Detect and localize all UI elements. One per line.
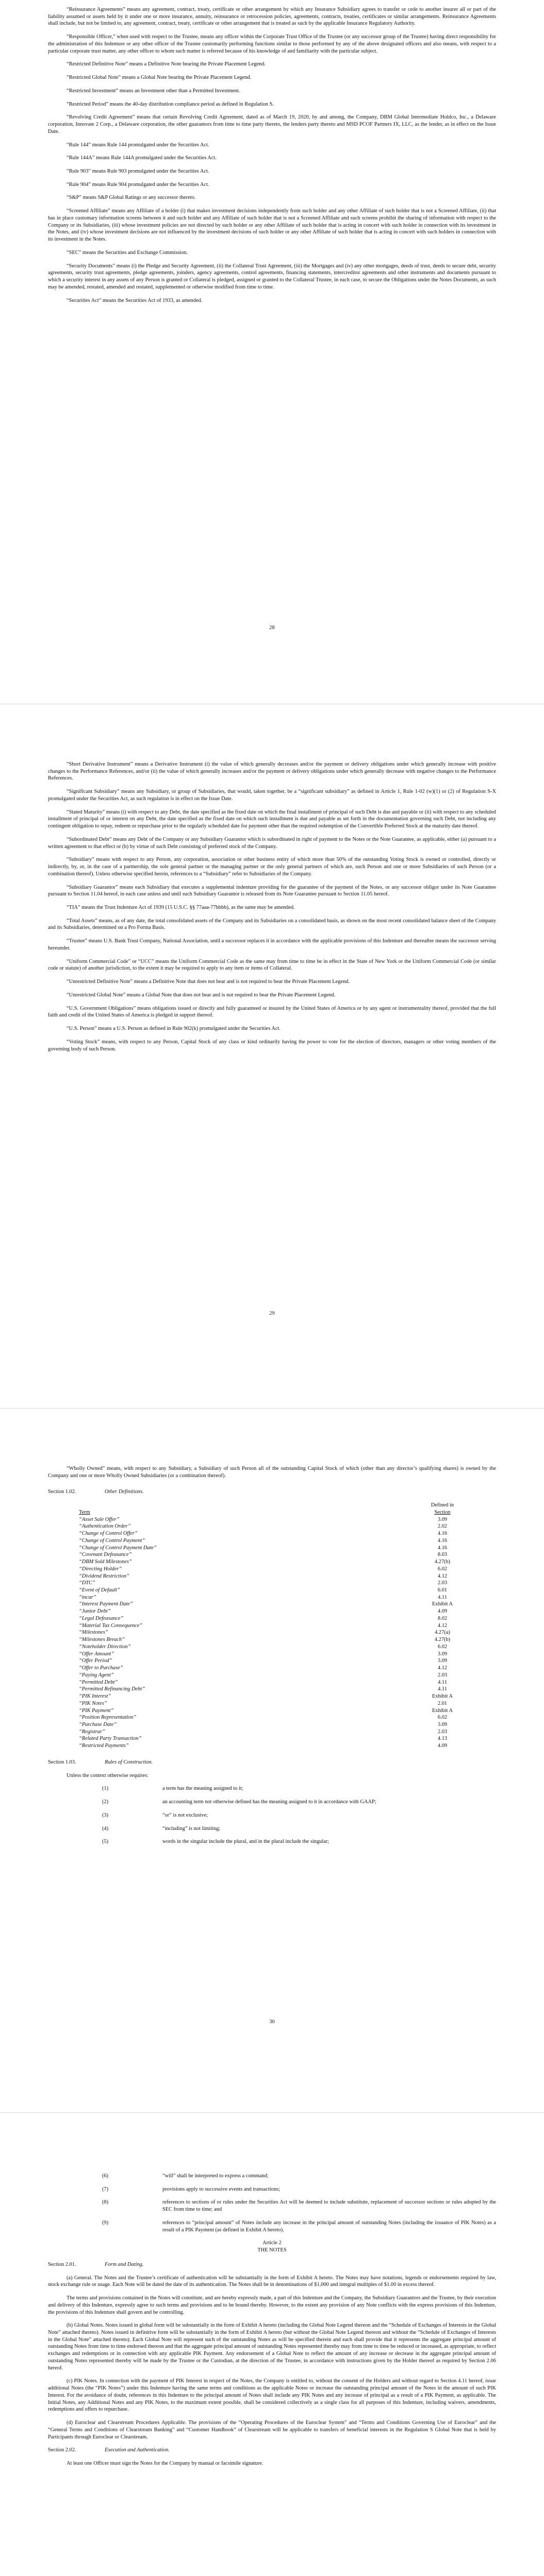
- rule-text: references to “principal amount” of Notes include any increase in the principal amount of outstanding Notes (including the issuance of PIK Notes) as a result of a PIK Payment (as defined in Exhibit A hereto).: [162, 2219, 496, 2233]
- document-page-31: [0, 2113, 544, 2576]
- definition-table-row: [79, 1594, 476, 1601]
- defined-term: “Event of Default”: [79, 1587, 120, 1594]
- defined-term: “Junior Debt”: [79, 1608, 111, 1615]
- rule-item: [48, 2219, 496, 2233]
- rule-item: [48, 1812, 496, 1819]
- defined-term: “DBM Sold Milestones”: [79, 1559, 132, 1565]
- definition-table-row: [79, 1580, 476, 1587]
- defined-term: “Change of Control Offer”: [79, 1531, 138, 1537]
- definition-us-person: “U.S. Person” means a U.S. Person as defined in Rule 902(k) promulgated under the Securities Act.: [67, 1026, 281, 1032]
- page-number: 28: [269, 625, 275, 631]
- defined-in-section: 6.02: [437, 1715, 448, 1721]
- rules-intro: Unless the context otherwise requires:: [67, 1772, 149, 1778]
- section-title: Execution and Authentication.: [105, 2447, 170, 2453]
- section-title: Form and Dating.: [105, 2261, 144, 2267]
- rule-text: “including” is not limiting;: [162, 1825, 221, 1832]
- rule-text: “or” is not exclusive;: [162, 1812, 208, 1818]
- definition-subsidiary: “Subsidiary” means with respect to any Person, any corporation, association or other business entity of which more than 50% of the outstanding Voting Stock is owned or controlled, directly or indirectly, by, or, in the case of a partnership, the sole general partner or the managing partner or the only general partners of which are, such Person and one or more Subsidiaries of such Person (or a combination thereof). Unless otherwise specified herein, references to a “Subsidiary” refer to Subsidiaries of the Company.: [48, 857, 496, 877]
- section-number: Section 2.02.: [48, 2447, 76, 2453]
- rule-number: (2): [102, 1799, 109, 1805]
- definition-security-documents: “Security Documents” means (i) the Pledge and Security Agreement, (ii) the Collateral Trust Agreement, (iii) the Mortgages and (iv) any other mortgages, deeds of trust, deeds to secure debt, security agreements, security trust agreements, pledge agreements, joinders, agency agreements, control agreements, financing statements, intercreditor agreements and other instruments and documents pursuant to which a security interest in any assets of any Person is granted or Collateral is pledged, assigned or granted to the Collateral Trustee, in each case, to secure the Obligations under the Notes Documents, as such may be amended, restated, amended and restated, supplemented or otherwise modified from time to time.: [48, 263, 496, 290]
- section-1-03-heading: [48, 1759, 496, 1766]
- defined-in-section: 6.01: [437, 1587, 448, 1594]
- definition-table-row: [79, 1693, 476, 1700]
- definition-restricted-period: “Restricted Period” means the 40-day distribution compliance period as defined in Regulation S.: [67, 101, 274, 107]
- defined-in-section: 3.09: [437, 1516, 448, 1522]
- document-page-29: [0, 704, 544, 1408]
- definition-table-row: [79, 1714, 476, 1721]
- execution-authentication-text: At least one Officer must sign the Notes for the Company by manual or facsimile signature.: [67, 2461, 263, 2467]
- definition-rule-904: “Rule 904” means Rule 904 promulgated under the Securities Act.: [67, 181, 209, 188]
- defined-in-section: 3.09: [437, 1721, 448, 1727]
- section-number: Section 2.01.: [48, 2261, 76, 2267]
- rule-item: [48, 1799, 496, 1806]
- defined-term: “PIK Interest”: [79, 1693, 111, 1700]
- rule-number: (1): [102, 1786, 109, 1792]
- defined-in-section: 4.11: [438, 1686, 447, 1692]
- defined-in-section: 2.03: [437, 1580, 448, 1586]
- definition-sp: “S&P” means S&P Global Ratings or any successor thereto.: [67, 195, 196, 201]
- defined-term: “Restricted Payments”: [79, 1743, 129, 1749]
- definition-us-government-obligations: “U.S. Government Obligations” means obligations issued or directly and fully guaranteed or insured by the United States of America or by any agent or instrumentality thereof, provided that the full faith and credit of the United States of America is pledged in support thereof.: [48, 1005, 496, 1019]
- section-2-02-heading: [48, 2447, 496, 2454]
- rule-item: [48, 2186, 496, 2193]
- definition-subordinated-debt: “Subordinated Debt” means any Debt of the Company or any Subsidiary Guarantor which is subordinated in right of payment to the Notes or the Note Guarantee, as applicable, either (a) pursuant to a written agreement to that effect or (b) by virtue of such Debt consisting of preferred stock of the Company.: [48, 836, 496, 850]
- defined-term: “Offer to Purchase”: [79, 1665, 123, 1671]
- defined-in-section: 4.11: [438, 1679, 447, 1685]
- rule-text: words in the singular include the plural, and in the plural include the singular;: [162, 1839, 329, 1845]
- definition-rule-903: “Rule 903” means Rule 903 promulgated under the Securities Act.: [67, 168, 209, 175]
- definition-sec: “SEC” means the Securities and Exchange Commission.: [67, 249, 188, 256]
- defined-in-section: Exhibit A: [432, 1601, 453, 1607]
- rule-text: “will” shall be interpreted to express a command;: [162, 2173, 269, 2179]
- form-dating-euroclear: (d) Euroclear and Clearstream Procedures Applicable. The provisions of the “Operating Procedures of the Euroclear System” and “Terms and Conditions Governing Use of Euroclear” and the “General Terms and Conditions of Clearstream Banking” and “Customer Handbook” of Clearstream will be applicable to transfers of beneficial interests in the Regulation S Global Note that is held by Participants through Euroclear or Clearstream.: [48, 2420, 496, 2440]
- definition-table-row: [79, 1700, 476, 1707]
- rule-item: [48, 1838, 496, 1845]
- rule-text: an accounting term not otherwise defined has the meaning assigned to it in accordance with GAAP;: [162, 1799, 376, 1805]
- definition-table-row: [79, 1657, 476, 1665]
- article-title: THE NOTES: [257, 2247, 287, 2253]
- section-title: Rules of Construction.: [105, 1759, 153, 1765]
- defined-term: “Directing Holder”: [79, 1566, 122, 1572]
- defined-in-section: 4.16: [437, 1537, 448, 1544]
- definition-table-row: [79, 1721, 476, 1728]
- defined-in-section: Exhibit A: [432, 1693, 453, 1700]
- definition-table-row: [79, 1558, 476, 1566]
- defined-term: “PIK Payment”: [79, 1707, 114, 1714]
- rule-number: (8): [102, 2199, 109, 2206]
- defined-term: “Milestones”: [79, 1630, 108, 1636]
- defined-in-section: 8.03: [437, 1552, 448, 1558]
- term-column-header: Term: [79, 1509, 90, 1515]
- rule-text: a term has the meaning assigned to it;: [162, 1786, 243, 1792]
- definition-table-row: [79, 1651, 476, 1658]
- defined-term: “Noteholder Direction”: [79, 1643, 131, 1650]
- rule-text: provisions apply to successive events and transactions;: [162, 2186, 280, 2192]
- defined-in-section: 4.16: [437, 1545, 448, 1551]
- section-column-header: Section: [434, 1509, 451, 1515]
- defined-term: “Asset Sale Offer”: [79, 1516, 120, 1522]
- defined-in-section: 2.01: [437, 1700, 448, 1706]
- defined-in-section: 2.02: [437, 1523, 448, 1530]
- defined-term: “Permitted Refinancing Debt”: [79, 1686, 145, 1692]
- definition-table-row: [79, 1551, 476, 1558]
- definition-screened-affiliate: “Screened Affiliate” means any Affiliate of a holder (i) that makes investment decisions independently from such holder and any other Affiliate of such holder that is not a Screened Affiliate, (ii) that has in place customary information screens between it and such holder and any Affiliate of such holder that is not a Screened Affiliate and such screens prohibit the sharing of information with respect to the Company or its Subsidiaries, (iii) whose investment policies are not directed by such holder or any other Affiliate of such holder that is acting in concert with such holder in connection with its investment in the Notes, and (iv) whose investment decisions are not influenced by the investment decisions of such holder or any other Affiliate of such holder that is acting in concert with such holders in connection with its investment in the Notes.: [48, 208, 496, 243]
- definition-subsidiary-guarantor: “Subsidiary Guarantor” means each Subsidiary that executes a supplemental indenture providing for the guarantee of the payment of the Notes, or any successor obligor under its Note Guarantee pursuant to Section 11.04 hereof, in each case unless and until such Subsidiary Guarantor is released from its Note Guarantee pursuant to Section 11.05 hereof.: [48, 884, 496, 897]
- defined-term: “Change of Control Payment Date”: [79, 1545, 157, 1551]
- definition-securities-act: “Securities Act” means the Securities Act of 1933, as amended.: [67, 297, 203, 303]
- rule-item: [48, 1825, 496, 1833]
- document-page-28: [0, 0, 544, 704]
- other-definitions-table: [79, 1502, 476, 1750]
- definition-wholly-owned: “Wholly Owned” means, with respect to any Subsidiary, a Subsidiary of such Person all of the outstanding Capital Stock of which (other than any director’s qualifying shares) is owned by the Company and one or more Wholly Owned Subsidiaries (or a combination thereof).: [48, 1466, 496, 1479]
- definition-table-row: [79, 1573, 476, 1580]
- defined-term: “Legal Defeasance”: [79, 1615, 124, 1621]
- defined-in-section: 4.12: [437, 1573, 448, 1579]
- rule-item: [48, 2173, 496, 2180]
- definition-reinsurance-agreements: “Reinsurance Agreements” means any agreement, contract, treaty, certificate or other arrangement by which any Insurance Subsidiary agrees to transfer or cede to another insurer all or part of the liability assumed or assets held by it under one or more insurance, annuity, reinsurance or retrocession policies, agreements, contracts, treaties, certificates or similar arrangements. Reinsurance Agreements shall include, but not be limited to, any agreement, contract, treaty, certificate or other arrangement that is treated as such by the applicable Insurance Regulatory Authority.: [48, 7, 496, 27]
- defined-term: “Offer Period”: [79, 1658, 112, 1664]
- document-page-30: [0, 1409, 544, 2112]
- defined-term: “incur”: [79, 1594, 96, 1600]
- definition-table-row: [79, 1742, 476, 1750]
- defined-in-section: 4.09: [437, 1608, 448, 1615]
- defined-in-section: 4.27(a): [435, 1630, 450, 1636]
- defined-in-section: 4.27(b): [434, 1559, 451, 1565]
- defined-term: “Interest Payment Date”: [79, 1601, 133, 1607]
- page-number: 30: [269, 2019, 275, 2025]
- definition-table-row: [79, 1728, 476, 1736]
- definition-unrestricted-definitive-note: “Unrestricted Definitive Note” means a Definitive Note that does not bear and is not required to bear the Private Placement Legend.: [67, 979, 350, 985]
- rule-item: [48, 1785, 496, 1792]
- definition-significant-subsidiary: “Significant Subsidiary” means any Subsidiary, or group of Subsidiaries, that would, taken together, be a “significant subsidiary” as defined in Article 1, Rule 1-02 (w)(1) or (2) of Regulation S-X promulgated under the Securities Act, as such regulation is in effect on the Issue Date.: [48, 789, 496, 802]
- defined-term: “Permitted Debt”: [79, 1679, 118, 1685]
- defined-in-section: 4.12: [437, 1665, 448, 1671]
- rule-number: (3): [102, 1812, 109, 1818]
- rule-text: references to sections of or rules under the Securities Act will be deemed to include substitute, replacement of successor sections or rules adopted by the SEC from time to time; and: [162, 2199, 496, 2213]
- definition-table-row: [79, 1587, 476, 1594]
- defined-in-section: 6.02: [437, 1566, 448, 1572]
- definition-total-assets: “Total Assets” means, as of any date, the total consolidated assets of the Company and its Subsidiaries on a consolidated basis, as shown on the most recent consolidated balance sheet of the Company and its Subsidiaries, determined on a Pro Forma Basis.: [48, 918, 496, 931]
- defined-in-section: 3.09: [437, 1658, 448, 1664]
- defined-in-section: Exhibit A: [432, 1707, 453, 1714]
- definition-table-row: [79, 1615, 476, 1622]
- definition-table-row: [79, 1686, 476, 1693]
- defined-in-column-header: Defined in: [431, 1502, 454, 1509]
- defined-term: “Purchase Date”: [79, 1721, 117, 1727]
- rule-number: (9): [102, 2219, 109, 2226]
- definition-uniform-commercial-code: “Uniform Commercial Code” or “UCC” means the Uniform Commercial Code as the same may from time to time be in effect in the State of New York or the Uniform Commercial Code (or similar code or statute) of another jurisdiction, to the extent it may be required to apply to any item or items of Collateral.: [48, 958, 496, 972]
- definition-trustee: “Trustee” means U.S. Bank Trust Company, National Association, until a successor replaces it in accordance with the applicable provisions of this Indenture and thereafter means the successor serving hereunder.: [48, 938, 496, 951]
- article-number: Article 2: [262, 2240, 282, 2246]
- definition-table-row: [79, 1636, 476, 1643]
- definition-restricted-definitive-note: “Restricted Definitive Note” means a Definitive Note bearing the Private Placement Legend.: [67, 61, 266, 67]
- definition-tia: “TIA” means the Trust Indenture Act of 1939 (15 U.S.C. §§ 77aaa-77bbbb), as the same may be amended.: [67, 905, 295, 911]
- definition-rule-144: “Rule 144” means Rule 144 promulgated under the Securities Act.: [67, 142, 209, 148]
- definition-table-row: [79, 1523, 476, 1530]
- form-dating-global-notes: (b) Global Notes. Notes issued in global form will be substantially in the form of Exhibit A hereto (including the Global Note Legend thereon and the “Schedule of Exchanges of Interests in the Global Note” attached thereto). Notes issued in definitive form will be substantially in the form of Exhibit A hereto (but without the Global Note Legend thereon and without the “Schedule of Exchanges of Interests in the Global Note” attached thereto). Each Global Note will represent such of the outstanding Notes as will be specified therein and each shall provide that it represents the aggregate principal amount of outstanding Notes from time to time endorsed thereon and that the aggregate principal amount of outstanding Notes represented thereby may from time to time be reduced or increased, as appropriate, to reflect exchanges and redemptions or in connection with any applicable PIK Payment. Any endorsement of a Global Note to reflect the amount of any increase or decrease in the aggregate principal amount of outstanding Notes represented thereby will be made by the Trustee or the Custodian, at the direction of the Trustee, in accordance with instructions given by the Holder thereof as required by Section 2.06 hereof.: [48, 2323, 496, 2371]
- form-dating-general: (a) General. The Notes and the Trustee’s certificate of authentication will be substantially in the form of Exhibit A hereto. The Notes may have notations, legends or endorsements required by law, stock exchange rule or usage. Each Note will be dated the date of its authentication. The Notes shall be in denominations of $1,000 and integral multiples of $1.00 in excess thereof.: [48, 2275, 496, 2288]
- definition-table-row: [79, 1622, 476, 1630]
- definition-table-row: [79, 1566, 476, 1573]
- defined-term: “Position Representation”: [79, 1715, 137, 1721]
- defined-in-section: 8.02: [437, 1615, 448, 1621]
- section-1-02-heading: [48, 1488, 496, 1496]
- defined-in-section: 4.13: [437, 1736, 448, 1742]
- defined-term: “Paying Agent”: [79, 1672, 114, 1678]
- definition-table-row: [79, 1665, 476, 1672]
- defined-term: “Milestones Breach”: [79, 1637, 125, 1643]
- defined-term: “Offer Amount”: [79, 1651, 114, 1657]
- defined-term: “Material Tax Consequence”: [79, 1622, 143, 1629]
- definition-table-row: [79, 1735, 476, 1742]
- defined-term: “Authentication Order”: [79, 1523, 131, 1530]
- section-title: Other Definitions.: [105, 1489, 144, 1495]
- page-28-body: [48, 6, 496, 304]
- defined-term: “Change of Control Payment”: [79, 1537, 145, 1544]
- definition-short-derivative-instrument: “Short Derivative Instrument” means a Derivative Instrument (i) the value of which generally decreases and/or the payment or delivery obligations under which generally increase with positive changes to the Performance References, and/or (ii) the value of which generally increases and/or the payment or delivery obligations under which generally decrease with negative changes to the Performance References.: [48, 761, 496, 782]
- section-number: Section 1.03.: [48, 1759, 76, 1765]
- rules-of-construction-list: [48, 1785, 496, 1845]
- definition-restricted-investment: “Restricted Investment” means an Investment other than a Permitted Investment.: [67, 88, 240, 94]
- definition-table-row: [79, 1601, 476, 1608]
- definition-responsible-officer: “Responsible Officer,” when used with respect to the Trustee, means any officer within the Corporate Trust Office of the Trustee (or any successor group of the Trustee) having direct responsibility for the administration of this Indenture or any other officer of the Trustee customarily performing functions similar to those performed by any of the above designated officers and also means, with respect to a particular corporate trust matter, any other officer to whom such matter is referred because of his knowledge of and familiarity with the particular subject.: [48, 34, 496, 54]
- section-number: Section 1.02.: [48, 1489, 76, 1495]
- definition-unrestricted-global-note: “Unrestricted Global Note” means a Global Note that does not bear and is not required to bear the Private Placement Legend.: [67, 992, 336, 998]
- definition-table-row: [79, 1672, 476, 1679]
- defined-term: “Related Party Transaction”: [79, 1736, 142, 1742]
- definition-rule-144a: “Rule 144A” means Rule 144A promulgated under the Securities Act.: [67, 155, 217, 161]
- page-number: 29: [269, 1311, 275, 1316]
- form-dating-pik-notes: (c) PIK Notes. In connection with the payment of PIK Interest in respect of the Notes, the Company is entitled to, without the consent of the Holders and without regard to Section 4.11 hereof, issue additional Notes (the “PIK Notes”) under this Indenture having the same terms and conditions as the applicable Notes or increase the outstanding principal amount of the Notes in the amount of such PIK Interest. For the avoidance of doubt, references in this Indenture to the principal amount of Notes shall include any PIK Notes and any increase of principal as a result of a PIK Payment, as applicable. The Initial Notes, any Additional Notes and any PIK Notes, to the maximum extent possible, shall be considered collectively as a single class for all purposes of this Indenture, including waivers, amendments, redemptions and offers to repurchase.: [48, 2378, 496, 2413]
- definition-stated-maturity: “Stated Maturity” means (i) with respect to any Debt, the date specified as the fixed date on which the final installment of principal of such Debt is due and payable or (ii) with respect to any scheduled installment of principal of or interest on any Debt, the date specified as the fixed date on which such installment is due and payable as set forth in the documentation governing such Debt, not including any contingent obligation to repay, redeem or repurchase prior to the regularly scheduled date for payment other than the required redemption of the Convertible Preferred Stock at the maturity date thereof.: [48, 809, 497, 829]
- defined-in-section: 4.09: [437, 1743, 448, 1749]
- definition-table-row: [79, 1707, 476, 1715]
- definition-table-row: [79, 1537, 476, 1545]
- defined-in-section: 4.11: [438, 1594, 447, 1600]
- defined-term: “Dividend Restriction”: [79, 1573, 129, 1579]
- rule-number: (7): [102, 2186, 109, 2192]
- rule-item: [48, 2199, 496, 2213]
- definition-table-row: [79, 1530, 476, 1537]
- defined-in-section: 2.03: [437, 1728, 448, 1735]
- defined-term: “Registrar”: [79, 1728, 105, 1735]
- section-2-01-heading: [48, 2261, 496, 2268]
- defined-term: “DTC”: [79, 1580, 95, 1586]
- rule-number: (6): [102, 2173, 109, 2179]
- defined-in-section: 3.09: [437, 1651, 448, 1657]
- rules-of-construction-list-continued: [48, 2173, 496, 2233]
- table-header-row: [79, 1502, 476, 1516]
- definition-table-row: [79, 1545, 476, 1552]
- definition-table-row: [79, 1679, 476, 1686]
- rule-number: (5): [102, 1839, 109, 1845]
- defined-term: “Covenant Defeasance”: [79, 1552, 132, 1558]
- defined-term: “PIK Notes”: [79, 1700, 107, 1706]
- defined-in-section: 4.27(b): [434, 1637, 451, 1643]
- form-dating-terms: The terms and provisions contained in the Notes will constitute, and are hereby expressly made, a part of this Indenture and the Company, the Subsidiary Guarantors and the Trustee, by their execution and delivery of this Indenture, expressly agree to such terms and provisions and to be bound thereby. However, to the extent any provision of any Note conflicts with the express provisions of this Indenture, the provisions of this Indenture shall govern and be controlling.: [48, 2295, 496, 2315]
- definition-revolving-credit-agreement: “Revolving Credit Agreement” means that certain Revolving Credit Agreement, dated as of March 19, 2020, by and among, the Company, DBM Global Intermediate Holdco, Inc., a Delaware corporation, Innovate 2 Corp., a Delaware corporation, the other guarantors from time to time party thereto, the lenders party thereto and MSD PCOF Partners IX, LLC, as the lender, as in effect on the Issue Date.: [48, 114, 496, 134]
- defined-in-section: 4.16: [437, 1531, 448, 1537]
- definition-voting-stock: “Voting Stock” means, with respect to any Person, Capital Stock of any class or kind ordinarily having the power to vote for the election of directors, managers or other voting members of the governing body of such Person.: [48, 1039, 496, 1052]
- defined-in-section: 4.12: [437, 1622, 448, 1629]
- definition-table-row: [79, 1629, 476, 1636]
- definition-table-row: [79, 1608, 476, 1615]
- rule-number: (4): [102, 1825, 109, 1832]
- defined-in-section: 6.02: [437, 1643, 448, 1650]
- definition-table-row: [79, 1516, 476, 1523]
- defined-in-section: 2.03: [437, 1672, 448, 1678]
- definition-table-row: [79, 1643, 476, 1651]
- definition-restricted-global-note: “Restricted Global Note” means a Global Note bearing the Private Placement Legend.: [67, 75, 252, 81]
